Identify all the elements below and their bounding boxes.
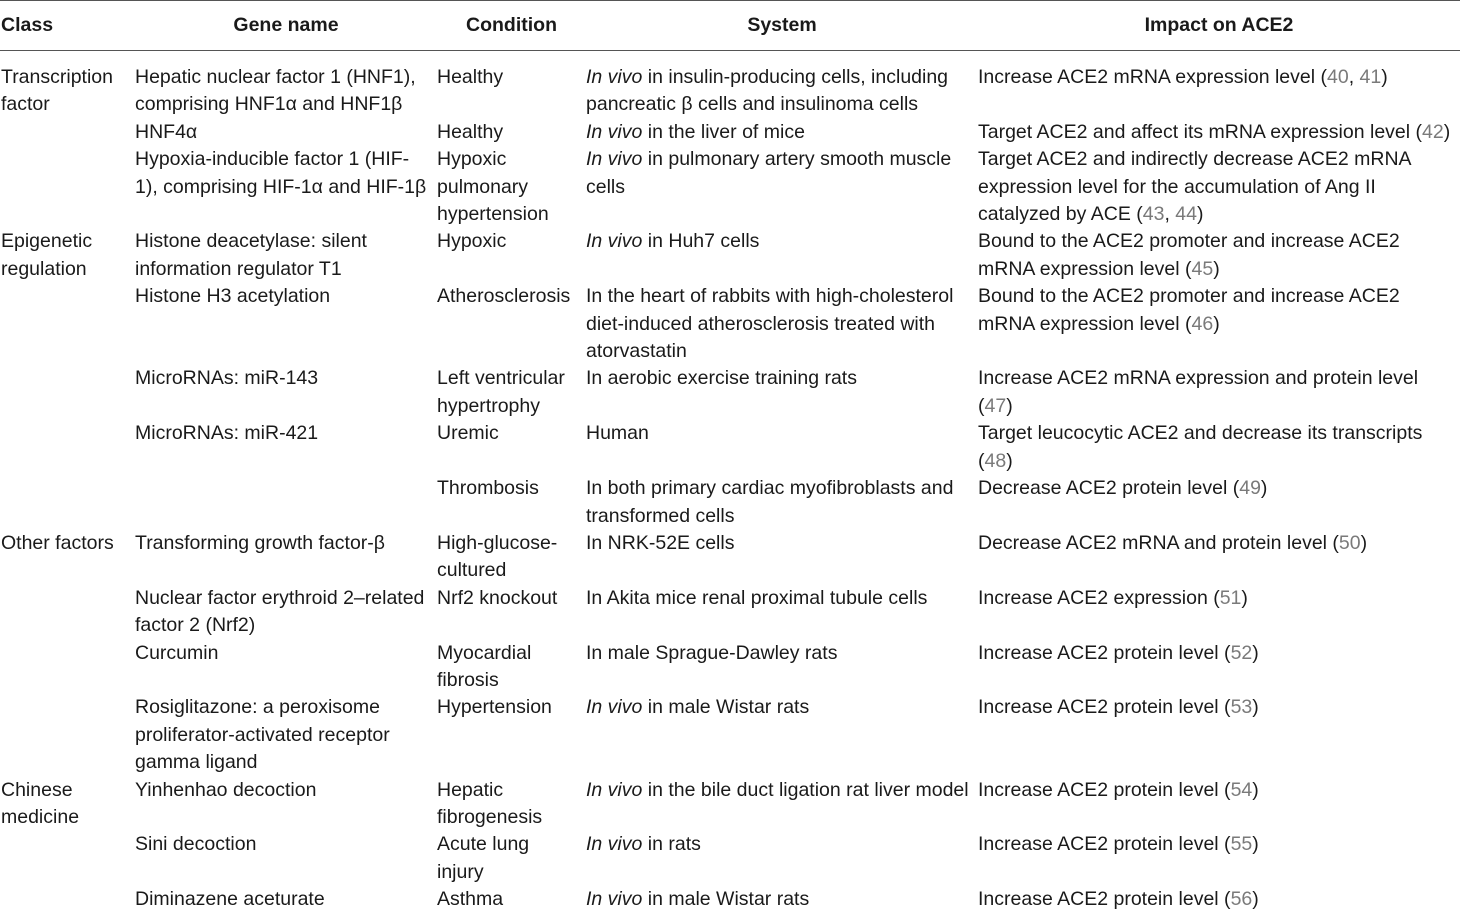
- system-text: in pulmonary artery smooth muscle cells: [586, 148, 952, 198]
- system-italic-text: In vivo: [586, 230, 643, 253]
- cell-class: [0, 475, 135, 530]
- impact-text: Decrease ACE2 protein level (: [978, 477, 1240, 500]
- cell-system: [586, 228, 978, 283]
- impact-tail: ): [1443, 120, 1451, 143]
- cell-class: [0, 119, 135, 146]
- cell-condition: Healthy: [437, 66, 504, 88]
- cell-gene-name: Histone H3 acetylation: [135, 285, 331, 308]
- system-text: In both primary cardiac myofibroblasts and transformed cells: [586, 477, 954, 527]
- impact-text: Increase ACE2 expression (: [978, 586, 1220, 609]
- cell-gene-name: Hypoxia-inducible factor 1 (HIF-1), comprising HIF-1α and HIF-1β: [135, 148, 427, 198]
- cell-impact: [978, 585, 1460, 640]
- impact-tail: ): [1252, 778, 1259, 801]
- system-text: In the heart of rabbits with high-cholesterol diet-induced atherosclerosis treated with atorvastatin: [586, 285, 954, 363]
- cell-gene-name: Rosiglitazone: a peroxisome proliferator-activated receptor gamma ligand: [135, 696, 390, 774]
- cell-class: [0, 694, 135, 776]
- impact-tail: ): [1252, 888, 1259, 911]
- cell-system: [586, 365, 978, 420]
- system-italic-text: In vivo: [586, 696, 643, 719]
- cell-class: [0, 420, 135, 475]
- cell-system: [586, 475, 978, 530]
- cell-impact: [978, 119, 1460, 146]
- cell-gene-name: MicroRNAs: miR-421: [135, 422, 319, 445]
- cell-system: [586, 640, 978, 695]
- table-row: [0, 585, 1460, 640]
- header-row: [0, 1, 1460, 51]
- cell-impact: [978, 228, 1460, 283]
- cell-impact: [978, 365, 1460, 420]
- cell-class: Epigenetic regulation: [1, 230, 93, 280]
- cell-condition: Uremic: [437, 422, 499, 445]
- cell-gene-name: Sini decoction: [135, 833, 257, 856]
- impact-tail: ): [1241, 586, 1248, 609]
- reference-link[interactable]: 56: [1230, 888, 1253, 911]
- system-text: in the liver of mice: [642, 120, 805, 143]
- cell-gene-name: MicroRNAs: miR-143: [135, 367, 319, 390]
- impact-text: Target leucocytic ACE2 and decrease its transcripts (: [978, 422, 1423, 472]
- cell-condition: Hypoxic pulmonary hypertension: [437, 148, 549, 226]
- cell-system: [586, 530, 978, 585]
- impact-text: Increase ACE2 protein level (: [978, 778, 1231, 801]
- cell-class: [0, 831, 135, 886]
- header-system: System: [586, 1, 978, 51]
- impact-tail: ): [1213, 257, 1220, 280]
- cell-gene-name: Transforming growth factor-β: [135, 531, 385, 554]
- cell-impact: [978, 420, 1460, 475]
- impact-tail: ): [1381, 66, 1388, 88]
- cell-class: Chinese medicine: [1, 778, 80, 828]
- cell-condition: Myocardial fibrosis: [437, 641, 532, 691]
- impact-tail: ): [1252, 641, 1259, 664]
- cell-condition: Hypoxic: [437, 230, 507, 253]
- table-row: [0, 831, 1460, 886]
- system-text: In male Sprague-Dawley rats: [586, 641, 838, 664]
- cell-class: [0, 640, 135, 695]
- reference-link[interactable]: 51: [1219, 586, 1242, 609]
- table-row: [0, 228, 1460, 283]
- header-condition: Condition: [437, 1, 586, 51]
- system-text: Human: [586, 422, 649, 445]
- table-row: [0, 365, 1460, 420]
- cell-class: [0, 146, 135, 228]
- cell-condition: Hypertension: [437, 696, 552, 719]
- table-row: [0, 694, 1460, 776]
- cell-class: [0, 886, 135, 912]
- reference-link[interactable]: 48: [984, 449, 1007, 472]
- impact-text: Target ACE2 and indirectly decrease ACE2 mRNA expression level for the accumulation of Ang II catalyzed by ACE (: [978, 148, 1411, 226]
- table-row: [0, 119, 1460, 146]
- impact-text: Increase ACE2 protein level (: [978, 696, 1231, 719]
- reference-link[interactable]: 50: [1338, 531, 1361, 554]
- cell-system: [586, 420, 978, 475]
- system-italic-text: In vivo: [586, 778, 643, 801]
- cell-gene-name: Diminazene aceturate: [135, 888, 325, 911]
- system-italic-text: In vivo: [586, 66, 643, 88]
- reference-link[interactable]: 45: [1191, 257, 1214, 280]
- cell-system: [586, 777, 978, 832]
- cell-class: Transcription factor: [1, 66, 113, 116]
- impact-tail: ): [1252, 833, 1259, 856]
- cell-gene-name: Yinhenhao decoction: [135, 778, 317, 801]
- reference-link[interactable]: 55: [1230, 833, 1253, 856]
- cell-condition: Thrombosis: [437, 477, 539, 500]
- impact-text: Bound to the ACE2 promoter and increase ACE2 mRNA expression level (: [978, 230, 1400, 280]
- cell-impact: [978, 694, 1460, 776]
- system-text: in the bile duct ligation rat liver model: [642, 778, 969, 801]
- cell-impact: [978, 283, 1460, 365]
- impact-tail: ): [1006, 449, 1013, 472]
- impact-text: Increase ACE2 protein level (: [978, 833, 1231, 856]
- reference-link[interactable]: 40: [1326, 66, 1349, 88]
- header-impact: Impact on ACE2: [978, 1, 1460, 51]
- reference-link[interactable]: 54: [1230, 778, 1253, 801]
- table-row: [0, 886, 1460, 912]
- system-text: In NRK-52E cells: [586, 531, 735, 554]
- cell-gene-name: Curcumin: [135, 641, 219, 664]
- cell-condition: Healthy: [437, 120, 504, 143]
- table-row: [0, 777, 1460, 832]
- cell-system: [586, 51, 978, 119]
- reference-link[interactable]: 44: [1175, 203, 1197, 226]
- system-text: in male Wistar rats: [642, 696, 810, 719]
- cell-condition: Asthma: [437, 888, 504, 911]
- cell-system: [586, 119, 978, 146]
- system-text: in rats: [642, 833, 701, 856]
- cell-system: [586, 831, 978, 886]
- impact-tail: ): [1213, 312, 1220, 335]
- impact-text: Target ACE2 and affect its mRNA expression level (: [978, 120, 1423, 143]
- reference-link[interactable]: 43: [1142, 203, 1165, 226]
- cell-gene-name: Hepatic nuclear factor 1 (HNF1), comprising HNF1α and HNF1β: [135, 66, 416, 116]
- header-class: Class: [0, 1, 135, 51]
- system-italic-text: In vivo: [586, 148, 643, 171]
- cell-condition: Hepatic fibrogenesis: [437, 778, 543, 828]
- table-row: [0, 283, 1460, 365]
- cell-class: Other factors: [1, 531, 114, 554]
- impact-text: Decrease ACE2 mRNA and protein level (: [978, 531, 1339, 554]
- impact-tail: ): [1360, 531, 1368, 554]
- system-text: in Huh7 cells: [642, 230, 760, 253]
- cell-condition: Nrf2 knockout: [437, 586, 558, 609]
- cell-impact: [978, 640, 1460, 695]
- cell-system: [586, 585, 978, 640]
- table-row: [0, 530, 1460, 585]
- table-body: [0, 51, 1460, 912]
- reference-link[interactable]: 52: [1230, 641, 1253, 664]
- cell-condition: Acute lung injury: [437, 833, 530, 883]
- cell-impact: Target ACE2 and indirectly decrease ACE2 mRNA expression level for the accumulation of Ang II catalyzed by ACE (43, 44): [978, 148, 1411, 226]
- impact-tail: ): [1006, 394, 1013, 417]
- header-gene-name: Gene name: [135, 1, 437, 51]
- cell-impact: [978, 475, 1460, 530]
- impact-tail: ): [1197, 203, 1204, 226]
- cell-gene-name: Histone deacetylase: silent information regulator T1: [135, 230, 367, 280]
- impact-tail: ): [1252, 696, 1259, 719]
- reference-link[interactable]: 53: [1230, 696, 1253, 719]
- impact-text: Bound to the ACE2 promoter and increase ACE2 mRNA expression level (: [978, 285, 1400, 335]
- system-italic-text: In vivo: [586, 888, 643, 911]
- cell-system: [586, 146, 978, 228]
- cell-impact: Increase ACE2 mRNA expression level (40, 41): [978, 66, 1388, 88]
- impact-text: Increase ACE2 mRNA expression level (: [978, 66, 1327, 88]
- cell-impact: [978, 777, 1460, 832]
- cell-system: [586, 694, 978, 776]
- cell-system: [586, 886, 978, 912]
- cell-class: [0, 365, 135, 420]
- cell-system: [586, 283, 978, 365]
- cell-impact: [978, 886, 1460, 912]
- impact-text: Increase ACE2 protein level (: [978, 888, 1231, 911]
- reference-link[interactable]: 42: [1422, 120, 1444, 143]
- cell-gene-name: [135, 475, 437, 530]
- table-row: [0, 51, 1460, 119]
- reference-link[interactable]: 46: [1191, 312, 1214, 335]
- cell-gene-name: HNF4α: [135, 120, 198, 143]
- cell-condition: Left ventricular hypertrophy: [437, 367, 565, 417]
- system-italic-text: In vivo: [586, 833, 643, 856]
- system-text: in male Wistar rats: [642, 888, 810, 911]
- reference-link[interactable]: 49: [1239, 477, 1261, 500]
- impact-tail: ): [1260, 477, 1268, 500]
- cell-class: [0, 283, 135, 365]
- cell-condition: Atherosclerosis: [437, 285, 571, 308]
- cell-class: [0, 585, 135, 640]
- cell-gene-name: Nuclear factor erythroid 2–related factor 2 (Nrf2): [135, 586, 425, 637]
- system-italic-text: In vivo: [586, 120, 643, 143]
- cell-impact: [978, 530, 1460, 585]
- reference-link[interactable]: 47: [984, 394, 1007, 417]
- impact-text: Increase ACE2 mRNA expression and protein level (: [978, 367, 1419, 417]
- table-row: [0, 146, 1460, 228]
- cell-impact: [978, 831, 1460, 886]
- impact-text: Increase ACE2 protein level (: [978, 641, 1231, 664]
- table-row: [0, 420, 1460, 475]
- cell-condition: High-glucose-cultured: [437, 531, 558, 582]
- table-row: [0, 475, 1460, 530]
- reference-link[interactable]: 41: [1359, 66, 1382, 88]
- system-text: in insulin-producing cells, including pancreatic β cells and insulinoma cells: [586, 66, 949, 116]
- system-text: In aerobic exercise training rats: [586, 367, 857, 390]
- table-row: [0, 640, 1460, 695]
- system-text: In Akita mice renal proximal tubule cells: [586, 586, 928, 609]
